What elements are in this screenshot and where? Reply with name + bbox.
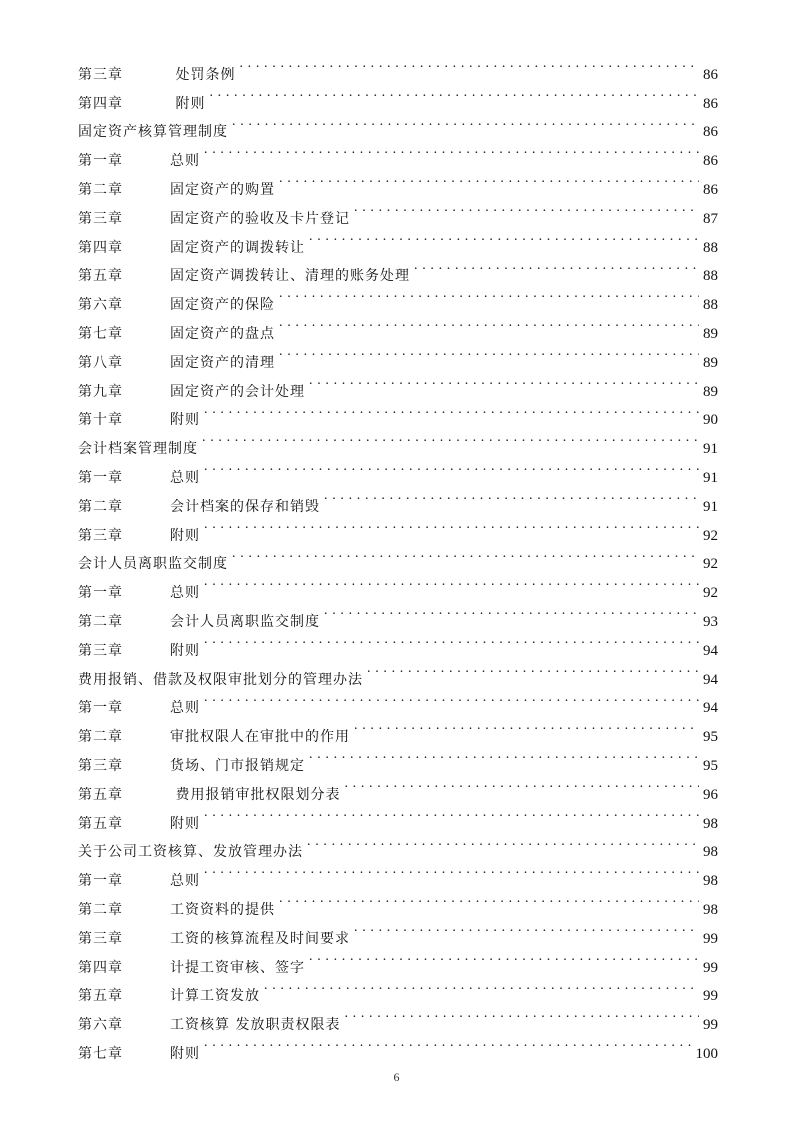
toc-chapter-label: 第二章 [78,729,123,746]
toc-page-number: 99 [703,988,718,1005]
toc-title-text: 计算工资发放 [170,988,260,1005]
dot-leader [354,194,699,223]
toc-chapter-label: 第七章 [78,1045,123,1062]
toc-chapter-label: 第二章 [78,613,123,630]
toc-title-text: 费用报销、借款及权限审批划分的管理办法 [78,671,363,688]
toc-title-text: 附则 [170,95,206,112]
dot-leader [279,338,699,367]
toc-entry-title [78,752,305,781]
toc-title-text: 总则 [170,700,200,717]
toc-title-text: 会计档案的保存和销毁 [170,498,320,515]
toc-entry-title [78,435,198,464]
toc-title-text: 固定资产核算管理制度 [78,124,228,141]
toc-page-number: 92 [703,556,718,573]
toc-page-number: 95 [703,729,718,746]
toc-chapter-label: 第四章 [78,959,123,976]
toc-page-number: 91 [703,441,718,458]
toc-page-number: 98 [703,901,718,918]
toc-chapter-label: 第五章 [78,786,123,803]
dot-leader [309,367,699,396]
toc-title-text: 固定资产的购置 [170,181,275,198]
toc-title-text: 工资核算 发放职责权限表 [170,1017,341,1034]
dot-leader [264,972,699,1001]
toc-page-number: 91 [703,498,718,515]
dot-leader [209,79,699,108]
toc-chapter-label: 第二章 [78,181,123,198]
dot-leader [354,914,699,943]
toc-page-number: 88 [703,239,718,256]
toc-chapter-label: 第三章 [78,757,123,774]
toc-entry-title [78,1040,200,1069]
toc-title-text: 工资资料的提供 [170,901,275,918]
toc-chapter-label: 第五章 [78,268,123,285]
toc-title-text: 附则 [170,1045,200,1062]
toc-title-text: 附则 [170,527,200,544]
toc-entry-title [78,464,200,493]
toc-chapter-label: 第三章 [78,66,123,83]
toc-entry-title [78,291,275,320]
dot-leader [354,712,699,741]
toc-page-number: 92 [703,527,718,544]
toc-title-text: 关于公司工资核算、发放管理办法 [78,844,303,861]
toc-page-number: 99 [703,1017,718,1034]
dot-leader [344,1000,699,1029]
toc-page-number: 87 [703,210,718,227]
dot-leader [239,50,699,79]
toc-chapter-label: 第二章 [78,498,123,515]
toc-page-number: 89 [703,383,718,400]
toc-page-number: 88 [703,268,718,285]
toc-chapter-label: 第三章 [78,527,123,544]
dot-leader [309,223,699,252]
toc-chapter-label: 第四章 [78,95,123,112]
toc-page-number: 86 [703,66,718,83]
dot-leader [204,396,699,425]
toc-entry-title [78,810,200,839]
toc-entry-title [78,867,200,896]
toc-page-number: 98 [703,815,718,832]
dot-leader [344,770,699,799]
toc-entry-title [78,982,260,1011]
toc-entry-title [78,579,200,608]
toc-entry-title [78,637,200,666]
dot-leader [309,943,699,972]
dot-leader [307,828,699,857]
dot-leader [324,482,699,511]
toc-entry-title [78,896,275,925]
toc-title-text: 费用报销审批权限划分表 [170,786,341,803]
toc-chapter-label: 第一章 [78,873,123,890]
toc-title-text: 会计档案管理制度 [78,441,198,458]
dot-leader [204,1029,692,1058]
dot-leader [204,136,699,165]
toc-page-number: 99 [703,959,718,976]
toc-title-text: 处罚条例 [170,66,236,83]
toc-entry-title [78,406,200,435]
toc-chapter-label: 第五章 [78,815,123,832]
dot-leader [279,165,699,194]
dot-leader [204,856,699,885]
toc-page-number: 93 [703,613,718,630]
toc-title-text: 计提工资审核、签字 [170,959,305,976]
toc-title-text: 总则 [170,153,200,170]
toc-page-number: 94 [703,642,718,659]
toc-page-number: 90 [703,412,718,429]
toc-entry-title [78,694,200,723]
toc-entry[interactable] [78,50,718,83]
toc-title-text: 附则 [170,412,200,429]
toc-title-text: 固定资产的盘点 [170,325,275,342]
toc-entry-title [78,90,205,119]
toc-page-number: 89 [703,325,718,342]
toc-title-text: 会计人员离职监交制度 [78,556,228,573]
dot-leader [324,597,699,626]
toc-title-text: 固定资产的会计处理 [170,383,305,400]
toc-chapter-label: 第六章 [78,297,123,314]
toc-entry-title [78,176,275,205]
toc-title-text: 固定资产的清理 [170,354,275,371]
toc-page-number: 99 [703,930,718,947]
page-number-footer: 6 [393,1070,400,1084]
toc-page-number: 95 [703,757,718,774]
dot-leader [204,511,699,540]
dot-leader [202,424,699,453]
toc-title-text: 总则 [170,585,200,602]
toc-chapter-label: 第九章 [78,383,123,400]
toc-chapter-label: 第七章 [78,325,123,342]
dot-leader [309,741,699,770]
toc-page-number: 98 [703,873,718,890]
toc-title-text: 附则 [170,642,200,659]
toc-chapter-label: 第三章 [78,642,123,659]
toc-chapter-label: 第四章 [78,239,123,256]
toc-page-number: 86 [703,95,718,112]
toc-page-number: 94 [703,671,718,688]
toc-chapter-label: 第六章 [78,1017,123,1034]
toc-title-text: 货场、门市报销规定 [170,757,305,774]
toc-chapter-label: 第一章 [78,469,123,486]
dot-leader [204,684,699,713]
toc-page-number: 86 [703,153,718,170]
toc-chapter-label: 第三章 [78,930,123,947]
toc-page-number: 86 [703,124,718,141]
toc-page-number: 94 [703,700,718,717]
toc-title-text: 总则 [170,873,200,890]
toc-chapter-label: 第一章 [78,700,123,717]
dot-leader [279,309,699,338]
toc-chapter-label: 第五章 [78,988,123,1005]
toc-chapter-label: 第三章 [78,210,123,227]
toc-page-number: 92 [703,585,718,602]
dot-leader [204,453,699,482]
toc-chapter-label: 第十章 [78,412,123,429]
toc-title-text: 审批权限人在审批中的作用 [170,729,350,746]
dot-leader [204,568,699,597]
dot-leader [279,885,699,914]
toc-page-number: 88 [703,297,718,314]
toc-entry-title [78,234,305,263]
toc-title-text: 固定资产调拨转让、清理的账务处理 [170,268,410,285]
table-of-contents [78,50,718,1062]
toc-entry-title [78,349,275,378]
toc-entry-title [78,522,200,551]
toc-title-text: 工资的核算流程及时间要求 [170,930,350,947]
dot-leader [367,655,699,684]
toc-title-text: 总则 [170,469,200,486]
toc-chapter-label: 第一章 [78,153,123,170]
dot-leader [232,108,699,137]
toc-page-number: 100 [695,1045,718,1062]
toc-chapter-label: 第八章 [78,354,123,371]
toc-page-number: 96 [703,786,718,803]
toc-title-text: 固定资产的保险 [170,297,275,314]
toc-title-text: 会计人员离职监交制度 [170,613,320,630]
dot-leader [204,626,699,655]
toc-entry-title [78,320,275,349]
toc-page-number: 98 [703,844,718,861]
toc-entry-title [78,147,200,176]
dot-leader [279,280,699,309]
toc-title-text: 附则 [170,815,200,832]
dot-leader [414,252,699,281]
toc-title-text: 固定资产的调拨转让 [170,239,305,256]
toc-chapter-label: 第一章 [78,585,123,602]
toc-page-number: 89 [703,354,718,371]
dot-leader [204,799,699,828]
toc-page-number: 86 [703,181,718,198]
toc-title-text: 固定资产的验收及卡片登记 [170,210,350,227]
toc-page-number: 91 [703,469,718,486]
toc-chapter-label: 第二章 [78,901,123,918]
dot-leader [232,540,699,569]
